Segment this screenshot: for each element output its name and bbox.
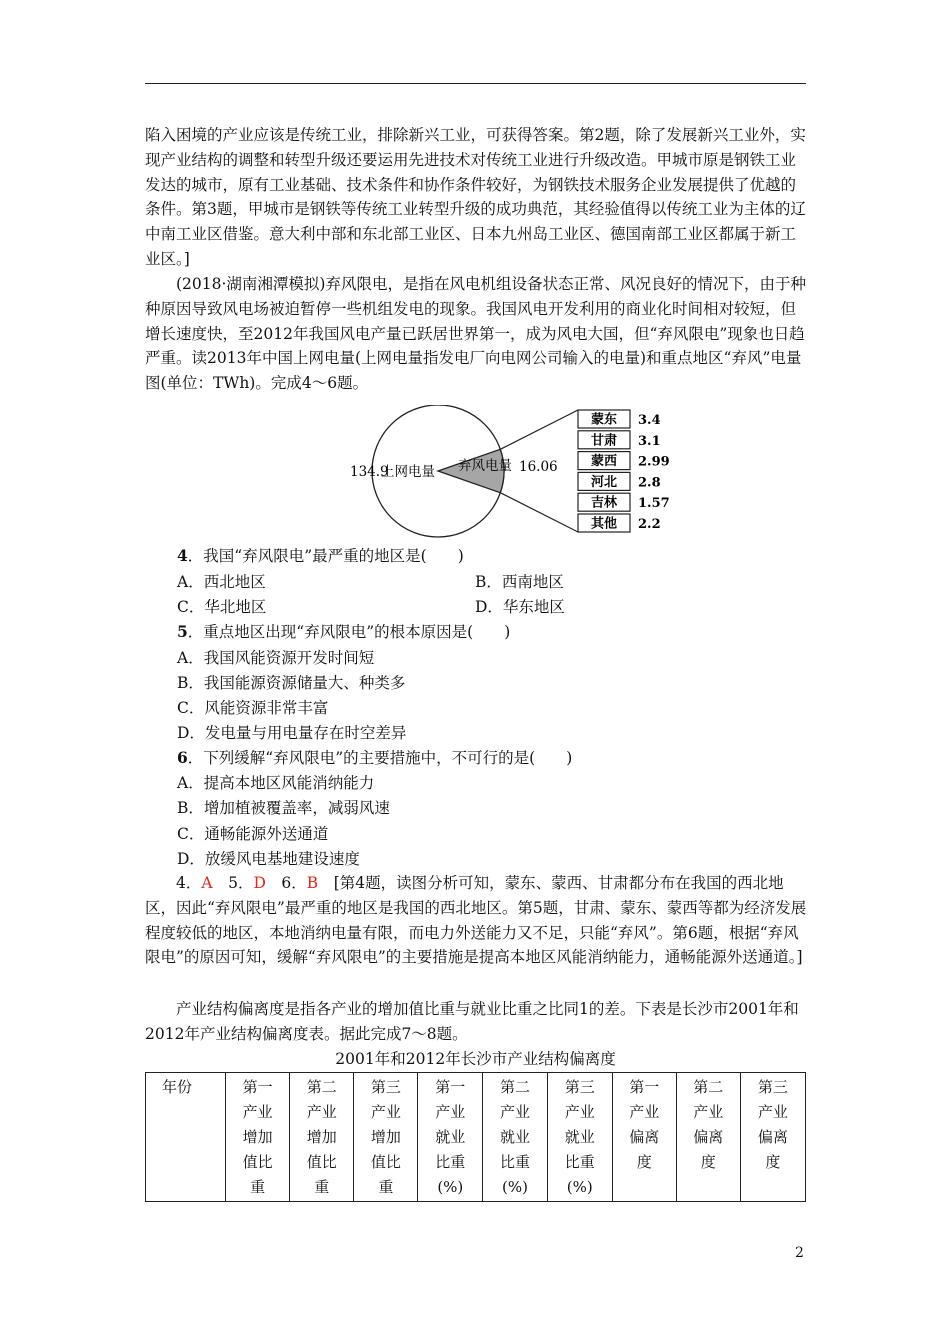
header-line: 偏离: [629, 1128, 660, 1146]
question-5-option-c: C．风能资源非常丰富: [177, 699, 329, 717]
header-line: (%): [566, 1178, 593, 1196]
table-header-cell: [740, 1073, 805, 1202]
header-line: 第三: [370, 1078, 401, 1096]
answer-4: A: [201, 874, 213, 892]
table-header-cell: [146, 1073, 226, 1202]
header-line: 度: [700, 1153, 716, 1171]
question-5-stem: 5．重点地区出现“弃风限电”的根本原因是( ): [177, 622, 511, 641]
question-5-option-b: B．我国能源资源储量大、种类多: [177, 674, 406, 692]
header-line: 增加: [370, 1128, 401, 1146]
breakdown-value: 2.99: [638, 454, 670, 470]
header-line: 比重: [564, 1153, 595, 1171]
question-4-option-c: C．华北地区: [177, 598, 267, 616]
question-5-option-d: D．发电量与用电量存在时空差异: [177, 724, 407, 742]
header-rule: [145, 83, 806, 84]
header-line: 产业: [757, 1103, 788, 1121]
question-4-option-b: B．西南地区: [475, 573, 564, 591]
deviation-table: [145, 1072, 806, 1202]
header-line: 度: [636, 1153, 652, 1171]
header-line: 比重: [500, 1153, 531, 1171]
header-line: 就业: [500, 1128, 531, 1146]
header-line: 就业: [564, 1128, 595, 1146]
table-header-cell: [676, 1073, 740, 1202]
header-line: 重: [250, 1178, 266, 1196]
question-4-number: 4: [177, 546, 188, 565]
header-line: 偏离: [757, 1128, 788, 1146]
question-4-option-d: D．华东地区: [475, 598, 565, 616]
question-6-option-a: A．提高本地区风能消纳能力: [177, 774, 375, 792]
header-line: 值比: [306, 1153, 337, 1171]
wind-curtailment-chart: [320, 405, 680, 540]
header-line: 度: [765, 1153, 781, 1171]
question-5-number: 5: [177, 622, 188, 641]
header-line: 产业: [435, 1103, 466, 1121]
breakdown-value: 2.2: [638, 517, 661, 532]
header-line: 第三: [757, 1078, 788, 1096]
answer-6: B: [306, 874, 319, 892]
paragraph-explanation-1-3: 陷入困境的产业应该是传统工业，排除新兴工业，可获得答案。第2题，除了发展新兴工业外，实现产业结构的调整和转型升级还要运用先进技术对传统工业进行升级改造。甲城市原是钢铁工业发达的城市，原有工业基础、技术条件和协作条件较好，为钢铁技术服务企业发展提供了优越的条件。第3题，甲城市是钢铁等传统工业转型升级的成功典范，其经验值得以传统工业为主体的辽中南工业区借鉴。意大利中部和东北部工业区、日本九州岛工业区、德国南部工业区都属于新工业区。]: [145, 126, 806, 268]
header-line: 增加: [242, 1128, 273, 1146]
question-6-option-c: C．通畅能源外送通道: [177, 825, 329, 843]
connector-line-bottom: [500, 493, 578, 532]
header-line: 第三: [564, 1078, 595, 1096]
question-4-option-a: A．西北地区: [177, 573, 266, 591]
pie-label-main: 上网电量: [381, 464, 435, 480]
header-line: 产业: [564, 1103, 595, 1121]
header-line: 第二: [500, 1078, 531, 1096]
header-line: 值比: [242, 1153, 273, 1171]
table-header-cell: [418, 1073, 483, 1202]
header-line: 重: [314, 1178, 330, 1196]
header-line: 值比: [370, 1153, 401, 1171]
question-6-number: 6: [177, 748, 188, 767]
header-line: 第二: [693, 1078, 724, 1096]
answer-5: D: [253, 874, 266, 892]
paragraph-intro-4-6: (2018·湖南湘潭模拟)弃风限电，是指在风电机组设备状态正常、风况良好的情况下，由于种种原因导致风电场被迫暂停一些机组发电的现象。我国风电开发利用的商业化时间相对较短，但增长速度快，至2012年我国风电产量已跃居世界第一，成为风电大国，但“弃风限电”现象也日趋严重。读2013年中国上网电量(上网电量指发电厂向电网公司输入的电量)和重点地区“弃风”电量图(单位：TWh)。完成4～6题。: [145, 275, 806, 393]
breakdown-value: 3.1: [638, 433, 661, 449]
header-line: 产业: [500, 1103, 531, 1121]
header-line: 比重: [435, 1153, 466, 1171]
header-line: (%): [437, 1178, 464, 1196]
header-line: 第二: [306, 1078, 337, 1096]
paragraph-intro-7-8: 产业结构偏离度是指各产业的增加值比重与就业比重之比同1的差。下表是长沙市2001年和2012年产业结构偏离度表。据此完成7～8题。: [145, 1000, 799, 1043]
table-caption: 2001年和2012年长沙市产业结构偏离度: [335, 1050, 616, 1068]
header-line: 就业: [435, 1128, 466, 1146]
header-line: 第一: [242, 1078, 273, 1096]
breakdown-boxes: [578, 410, 670, 532]
breakdown-value: 2.8: [638, 475, 661, 491]
table-header-cell: [547, 1073, 612, 1202]
header-line: 增加: [306, 1128, 337, 1146]
table-header-cell: [483, 1073, 548, 1202]
table-header-cell: [612, 1073, 676, 1202]
pie-value-main: 134.9: [350, 464, 389, 480]
header-line: 重: [378, 1178, 394, 1196]
pie-label-wedge: 弃风电量: [458, 458, 512, 474]
table-header-cell: [226, 1073, 290, 1202]
header-line: 产业: [370, 1103, 401, 1121]
table-header-cell: [290, 1073, 354, 1202]
connector-line-top: [500, 410, 578, 449]
question-5-option-a: A．我国风能资源开发时间短: [177, 649, 375, 667]
question-6-option-b: B．增加植被覆盖率，减弱风速: [177, 799, 390, 817]
header-line: 产业: [629, 1103, 660, 1121]
header-line: 第一: [629, 1078, 660, 1096]
breakdown-label: 其他: [590, 516, 618, 532]
header-line: 产业: [693, 1103, 724, 1121]
question-6-option-d: D．放缓风电基地建设速度: [177, 850, 360, 868]
pie-value-wedge: 16.06: [519, 459, 558, 475]
question-4-stem: 4．我国“弃风限电”最严重的地区是( ): [177, 546, 464, 565]
breakdown-label: 甘肃: [590, 433, 618, 449]
question-6-stem: 6．下列缓解“弃风限电”的主要措施中，不可行的是( ): [177, 748, 573, 767]
header-line: 偏离: [693, 1128, 724, 1146]
breakdown-value: 1.57: [638, 496, 670, 512]
header-line: (%): [502, 1178, 529, 1196]
header-line: 年份: [162, 1078, 193, 1096]
answer-explanation-4-6: 4．A 5．D 6．B [第4题，读图分析可知，蒙东、蒙西、甘肃都分布在我国的西北地区，因此“弃风限电”最严重的地区是我国的西北地区。第5题，甘肃、蒙东、蒙西等都为经济发展程度较低的地区，本地消纳电量有限，而电力外送能力又不足，只能“弃风”。第6题，根据“弃风限电”的原因可知，缓解“弃风限电”的主要措施是提高本地区风能消纳能力，通畅能源外送通道。]: [145, 874, 807, 967]
header-line: 产业: [242, 1103, 273, 1121]
breakdown-label: 河北: [590, 474, 618, 490]
breakdown-label: 蒙东: [590, 412, 618, 428]
breakdown-value: 3.4: [638, 413, 661, 428]
header-line: 第一: [435, 1078, 466, 1096]
table-header-cell: [354, 1073, 418, 1202]
header-line: 产业: [306, 1103, 337, 1121]
page-number: 2: [795, 1245, 804, 1261]
table-header-row: [146, 1073, 806, 1202]
breakdown-label: 蒙西: [590, 454, 618, 470]
breakdown-label: 吉林: [590, 495, 618, 511]
